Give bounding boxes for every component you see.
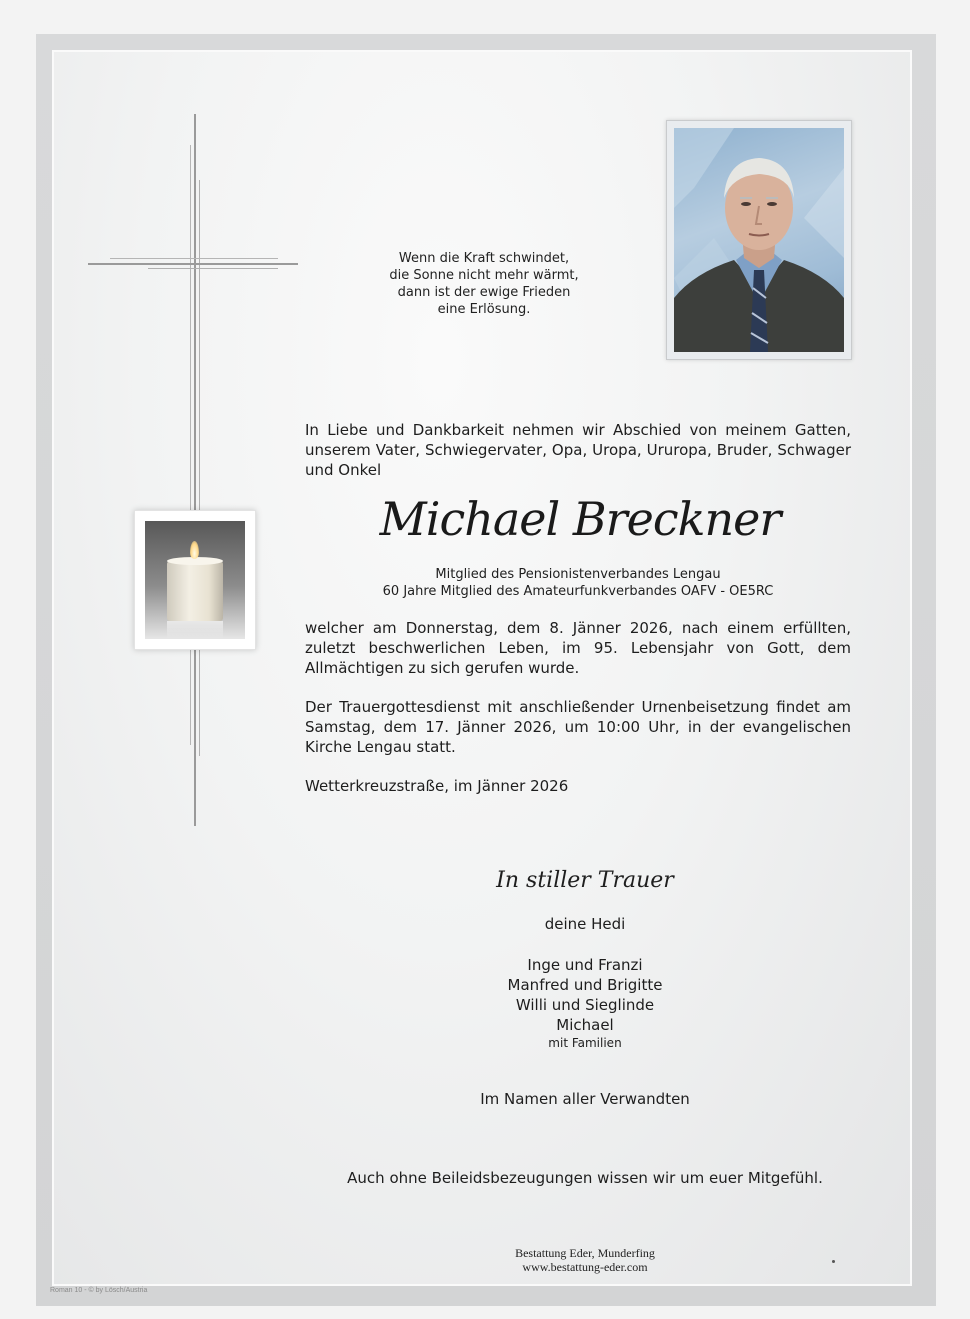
template-credit: Roman 10 - © by Lösch/Austria — [50, 1287, 148, 1294]
place-date: Wetterkreuzstraße, im Jänner 2026 — [305, 777, 569, 795]
memberships — [305, 566, 851, 600]
family-list — [305, 955, 865, 1051]
condolence-note: Auch ohne Beileidsbezeugungen wissen wir um euer Mitgefühl. — [347, 1169, 823, 1187]
quote-line: dann ist der ewige Frieden — [397, 285, 571, 300]
mourning-heading: In stiller Trauer — [496, 868, 674, 893]
quote-line: die Sonne nicht mehr wärmt, — [389, 268, 579, 283]
membership-line: 60 Jahre Mitglied des Amateurfunkverbandes OAFV - OE5RC — [382, 584, 774, 599]
candle-icon — [134, 510, 256, 650]
undertaker-website: www.bestattung-eder.com — [522, 1260, 648, 1274]
quote-line: eine Erlösung. — [437, 302, 531, 317]
spouse: deine Hedi — [544, 915, 626, 933]
family-member: Willi und Sieglinde — [515, 996, 655, 1014]
undertaker — [305, 1246, 865, 1274]
deceased-name: Michael Breckner — [379, 492, 781, 546]
with-families: mit Familien — [548, 1036, 622, 1050]
relatives-line: Im Namen aller Verwandten — [480, 1090, 690, 1108]
undertaker-name: Bestattung Eder, Munderfing — [515, 1246, 655, 1260]
portrait-frame — [666, 120, 852, 360]
family-member: Inge und Franzi — [527, 956, 643, 974]
portrait-photo — [674, 128, 844, 352]
service-info: Der Trauergottesdienst mit anschließender Urnenbeisetzung findet am Samstag, dem 17. Jänner 2026, um 10:00 Uhr, in der evangelischen Kirche Lengau statt. — [305, 698, 851, 756]
quote — [366, 250, 602, 318]
membership-line: Mitglied des Pensionistenverbandes Lengau — [435, 567, 721, 582]
family-member: Manfred und Brigitte — [507, 976, 663, 994]
speck — [832, 1260, 835, 1263]
family-member: Michael — [556, 1016, 614, 1034]
quote-line: Wenn die Kraft schwindet, — [398, 251, 570, 266]
death-notice: welcher am Donnerstag, dem 8. Jänner 2026, nach einem erfüllten, zuletzt beschwerlichen Leben, im 95. Lebensjahr von Gott, dem Allmächtigen zu sich gerufen wurde. — [305, 619, 851, 677]
intro-text: In Liebe und Dankbarkeit nehmen wir Abschied von meinem Gatten, unserem Vater, Schwiegervater, Opa, Uropa, Ururopa, Bruder, Schwager und Onkel — [305, 421, 851, 479]
